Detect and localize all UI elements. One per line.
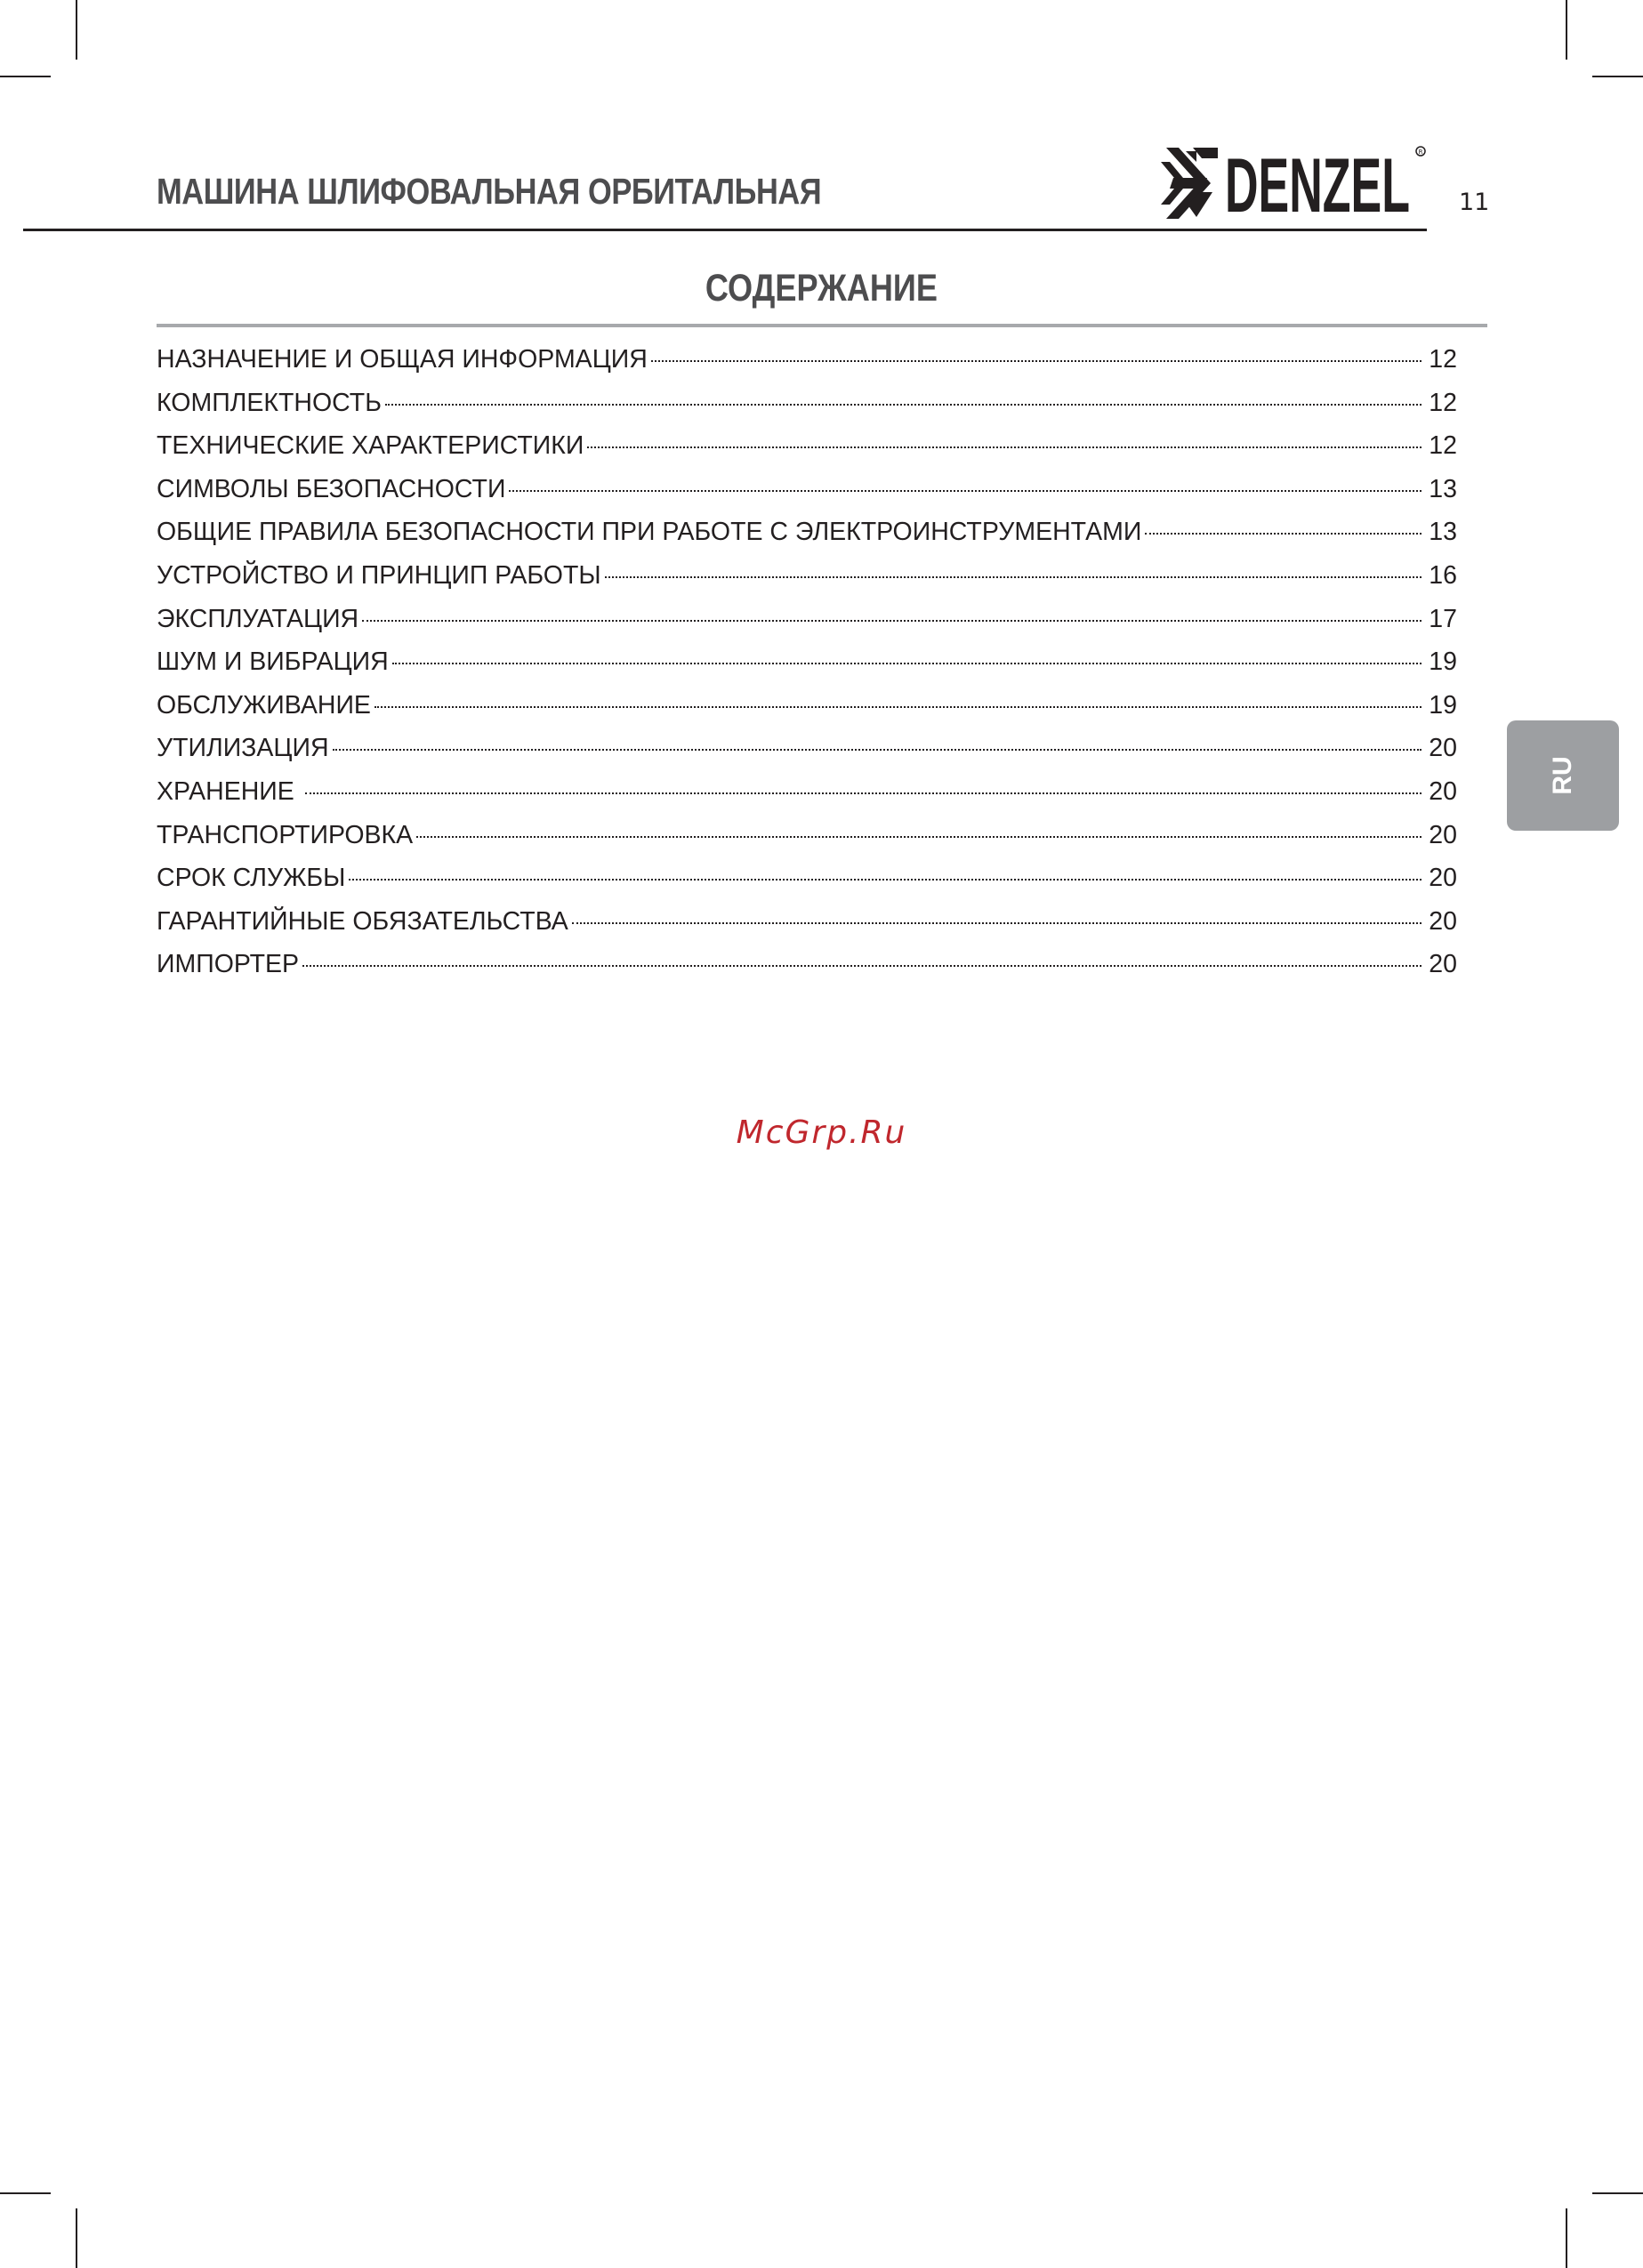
crop-mark (1566, 2208, 1567, 2268)
document-title: МАШИНА ШЛИФОВАЛЬНАЯ ОРБИТАЛЬНАЯ (157, 171, 822, 212)
toc-entry-label: ХРАНЕНИЕ (157, 776, 302, 806)
toc-entry-page: 20 (1429, 776, 1457, 806)
toc-entry[interactable] (157, 734, 1457, 777)
toc-entry-label: УСТРОЙСТВО И ПРИНЦИП РАБОТЫ (157, 560, 601, 590)
crop-mark (1566, 0, 1567, 60)
toc-entry-label: СРОК СЛУЖБЫ (157, 864, 346, 893)
toc-entry[interactable] (157, 475, 1457, 519)
toc-entry-page: 20 (1429, 820, 1457, 849)
toc-entry-label: НАЗНАЧЕНИЕ И ОБЩАЯ ИНФОРМАЦИЯ (157, 345, 648, 374)
toc-leader-dots (305, 792, 1422, 794)
toc-leader-dots (572, 922, 1422, 924)
toc-entry-page: 20 (1429, 864, 1457, 893)
toc-leader-dots (349, 879, 1422, 881)
toc-entry[interactable] (157, 389, 1457, 432)
toc-leader-dots (392, 663, 1422, 664)
toc-entry[interactable] (157, 561, 1457, 605)
toc-entry-page: 12 (1429, 345, 1457, 374)
toc-entry-page: 12 (1429, 388, 1457, 417)
toc-leader-dots (385, 404, 1422, 406)
toc-entry-page: 20 (1429, 734, 1457, 763)
contents-title: СОДЕРЖАНИЕ (705, 267, 938, 310)
toc-entry-page: 16 (1429, 560, 1457, 590)
toc-entry-label: ОБСЛУЖИВАНИЕ (157, 690, 371, 720)
toc-entry-label: ИМПОРТЕР (157, 950, 300, 979)
logo-emblem-icon (1161, 148, 1227, 219)
page-number: 11 (1459, 189, 1490, 216)
watermark: McGrp.Ru (736, 1114, 907, 1151)
contents-divider (157, 324, 1487, 327)
toc-entry[interactable] (157, 518, 1457, 561)
svg-text:R: R (1418, 149, 1423, 156)
toc-leader-dots (605, 576, 1422, 578)
toc-entry-label: ЭКСПЛУАТАЦИЯ (157, 604, 359, 633)
crop-mark (76, 0, 77, 60)
toc-entry-page: 20 (1429, 950, 1457, 979)
toc-entry[interactable] (157, 605, 1457, 648)
toc-entry[interactable] (157, 907, 1457, 951)
toc-entry-page: 20 (1429, 906, 1457, 936)
toc-entry[interactable] (157, 777, 1457, 821)
toc-entry-page: 19 (1429, 647, 1457, 677)
toc-leader-dots (333, 749, 1422, 751)
toc-entry-label: СИМВОЛЫ БЕЗОПАСНОСТИ (157, 474, 506, 503)
logo-wordmark: DENZEL (1225, 143, 1410, 224)
toc-entry[interactable] (157, 691, 1457, 735)
table-of-contents (157, 345, 1457, 993)
language-tab[interactable] (1507, 720, 1619, 831)
toc-entry[interactable] (157, 864, 1457, 907)
language-tab-label: RU (1548, 756, 1577, 795)
toc-entry-page: 19 (1429, 690, 1457, 720)
crop-mark (0, 2192, 51, 2194)
toc-leader-dots (1145, 533, 1422, 535)
toc-entry-label: ТРАНСПОРТИРОВКА (157, 820, 414, 849)
toc-leader-dots (416, 836, 1422, 838)
toc-entry-label: ШУМ И ВИБРАЦИЯ (157, 647, 389, 677)
toc-entry-page: 17 (1429, 604, 1457, 633)
toc-leader-dots (509, 490, 1422, 492)
toc-leader-dots (302, 965, 1422, 967)
crop-mark (1592, 76, 1643, 77)
toc-entry-page: 13 (1429, 518, 1457, 547)
toc-entry-label: КОМПЛЕКТНОСТЬ (157, 388, 382, 417)
toc-leader-dots (651, 360, 1422, 362)
toc-leader-dots (587, 446, 1422, 448)
toc-entry[interactable] (157, 950, 1457, 993)
toc-entry-label: УТИЛИЗАЦИЯ (157, 734, 329, 763)
toc-leader-dots (362, 620, 1422, 622)
denzel-logo (1161, 142, 1428, 224)
toc-entry-label: ОБЩИЕ ПРАВИЛА БЕЗОПАСНОСТИ ПРИ РАБОТЕ С ЭЛЕКТРОИНСТРУМЕНТАМИ (157, 518, 1142, 547)
toc-leader-dots (375, 706, 1422, 708)
toc-entry[interactable] (157, 647, 1457, 691)
header-divider (23, 229, 1427, 231)
toc-entry-label: ТЕХНИЧЕСКИЕ ХАРАКТЕРИСТИКИ (157, 431, 584, 461)
toc-entry[interactable] (157, 345, 1457, 389)
crop-mark (0, 76, 51, 77)
toc-entry[interactable] (157, 431, 1457, 475)
crop-mark (1592, 2192, 1643, 2194)
crop-mark (76, 2208, 77, 2268)
toc-entry-page: 12 (1429, 431, 1457, 461)
toc-entry-page: 13 (1429, 474, 1457, 503)
toc-entry[interactable] (157, 821, 1457, 865)
toc-entry-label: ГАРАНТИЙНЫЕ ОБЯЗАТЕЛЬСТВА (157, 906, 568, 936)
